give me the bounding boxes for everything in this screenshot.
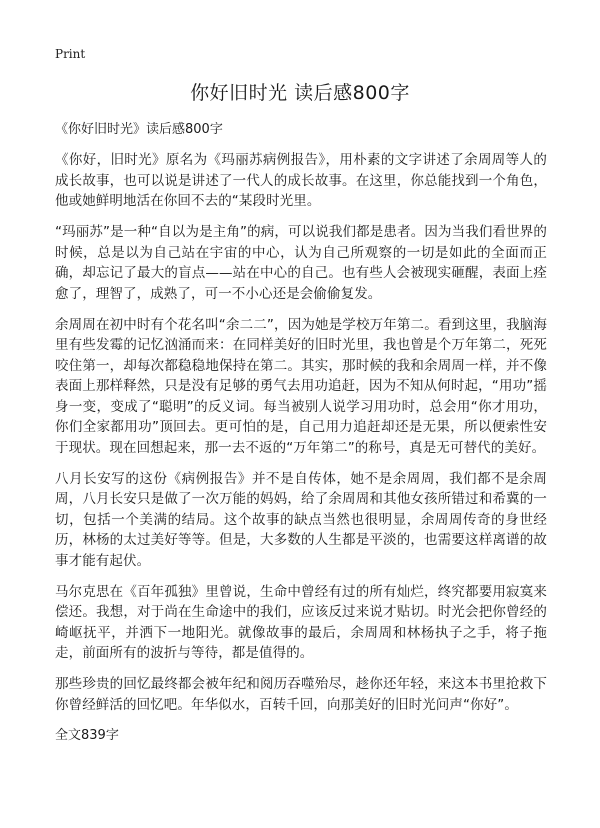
paragraph-6: 那些珍贵的回忆最终都会被年纪和阅历吞噬殆尽，趁你还年轻，来这本书里抢救下你曾经鲜活的回忆吧。年华似水，百转千回，向那美好的旧时光问声“你好”。 [55,676,547,713]
word-count: 全文839字 [55,727,119,743]
paragraph-3: 余周周在初中时有个花名叫“余二二”，因为她是学校万年第二。看到这里，我脑海里有些发霉的记忆汹涌而来：在同样美好的旧时光里，我也曾是个万年第二，死死咬住第一，却每次都稳稳地保持在第二。其实，那时候的我和余周周一样，并不像表面上那样释然，只是没有足够的勇气去用功追赶，因为不知从何时起，“用功”摇身一变，变成了“聪明”的反义词。每当被别人说学习用功时，总会用“你才用功，你们全家都用功”顶回去。更可怕的是，自己用力追赶却还是无果，所以便索性安于现状。现在回想起来，那一去不返的“万年第二”的称号，真是无可替代的美好。 [55,316,547,456]
paragraph-2: “玛丽苏”是一种“自以为是主角”的病，可以说我们都是患者。因为当我们看世界的时候，总是以为自己站在宇宙的中心，认为自己所观察的一切是如此的全面而正确，却忘记了最大的盲点——站在中心的自己。也有些人会被现实砸醒，表面上痊愈了，理智了，成熟了，可一不小心还是会偷偷复发。 [55,224,547,302]
article-subtitle: 《你好旧时光》读后感800字 [55,122,223,137]
paragraph-1: 《你好，旧时光》原名为《玛丽苏病例报告》，用朴素的文字讲述了余周周等人的成长故事，也可以说是讲述了一代人的成长故事。在这里，你总能找到一个角色，他或她鲜明地活在你回不去的“某段时光里。 [55,152,547,209]
page-title: 你好旧时光 读后感800字 [190,82,410,104]
paragraph-4: 八月长安写的这份《病例报告》并不是自传体，她不是余周周，我们都不是余周周，八月长安只是做了一次万能的妈妈，给了余周周和其他女孩所错过和希冀的一切，包括一个美满的结局。这个故事的缺点当然也很明显，余周周传奇的身世经历，林杨的太过美好等等。但是，大多数的人生都是平淡的，也需要这样离谱的故事才能有起伏。 [55,470,547,569]
print-link[interactable]: Print [55,47,86,61]
article-body [55,120,547,746]
paragraph-5: 马尔克思在《百年孤独》里曾说，生命中曾经有过的所有灿烂，终究都要用寂寞来偿还。我想，对于尚在生命途中的我们，应该反过来说才贴切。时光会把你曾经的崎岖抚平，并洒下一地阳光。就像故事的最后，余周周和林杨执子之手，将子拖走，前面所有的波折与等待，都是值得的。 [55,583,547,661]
